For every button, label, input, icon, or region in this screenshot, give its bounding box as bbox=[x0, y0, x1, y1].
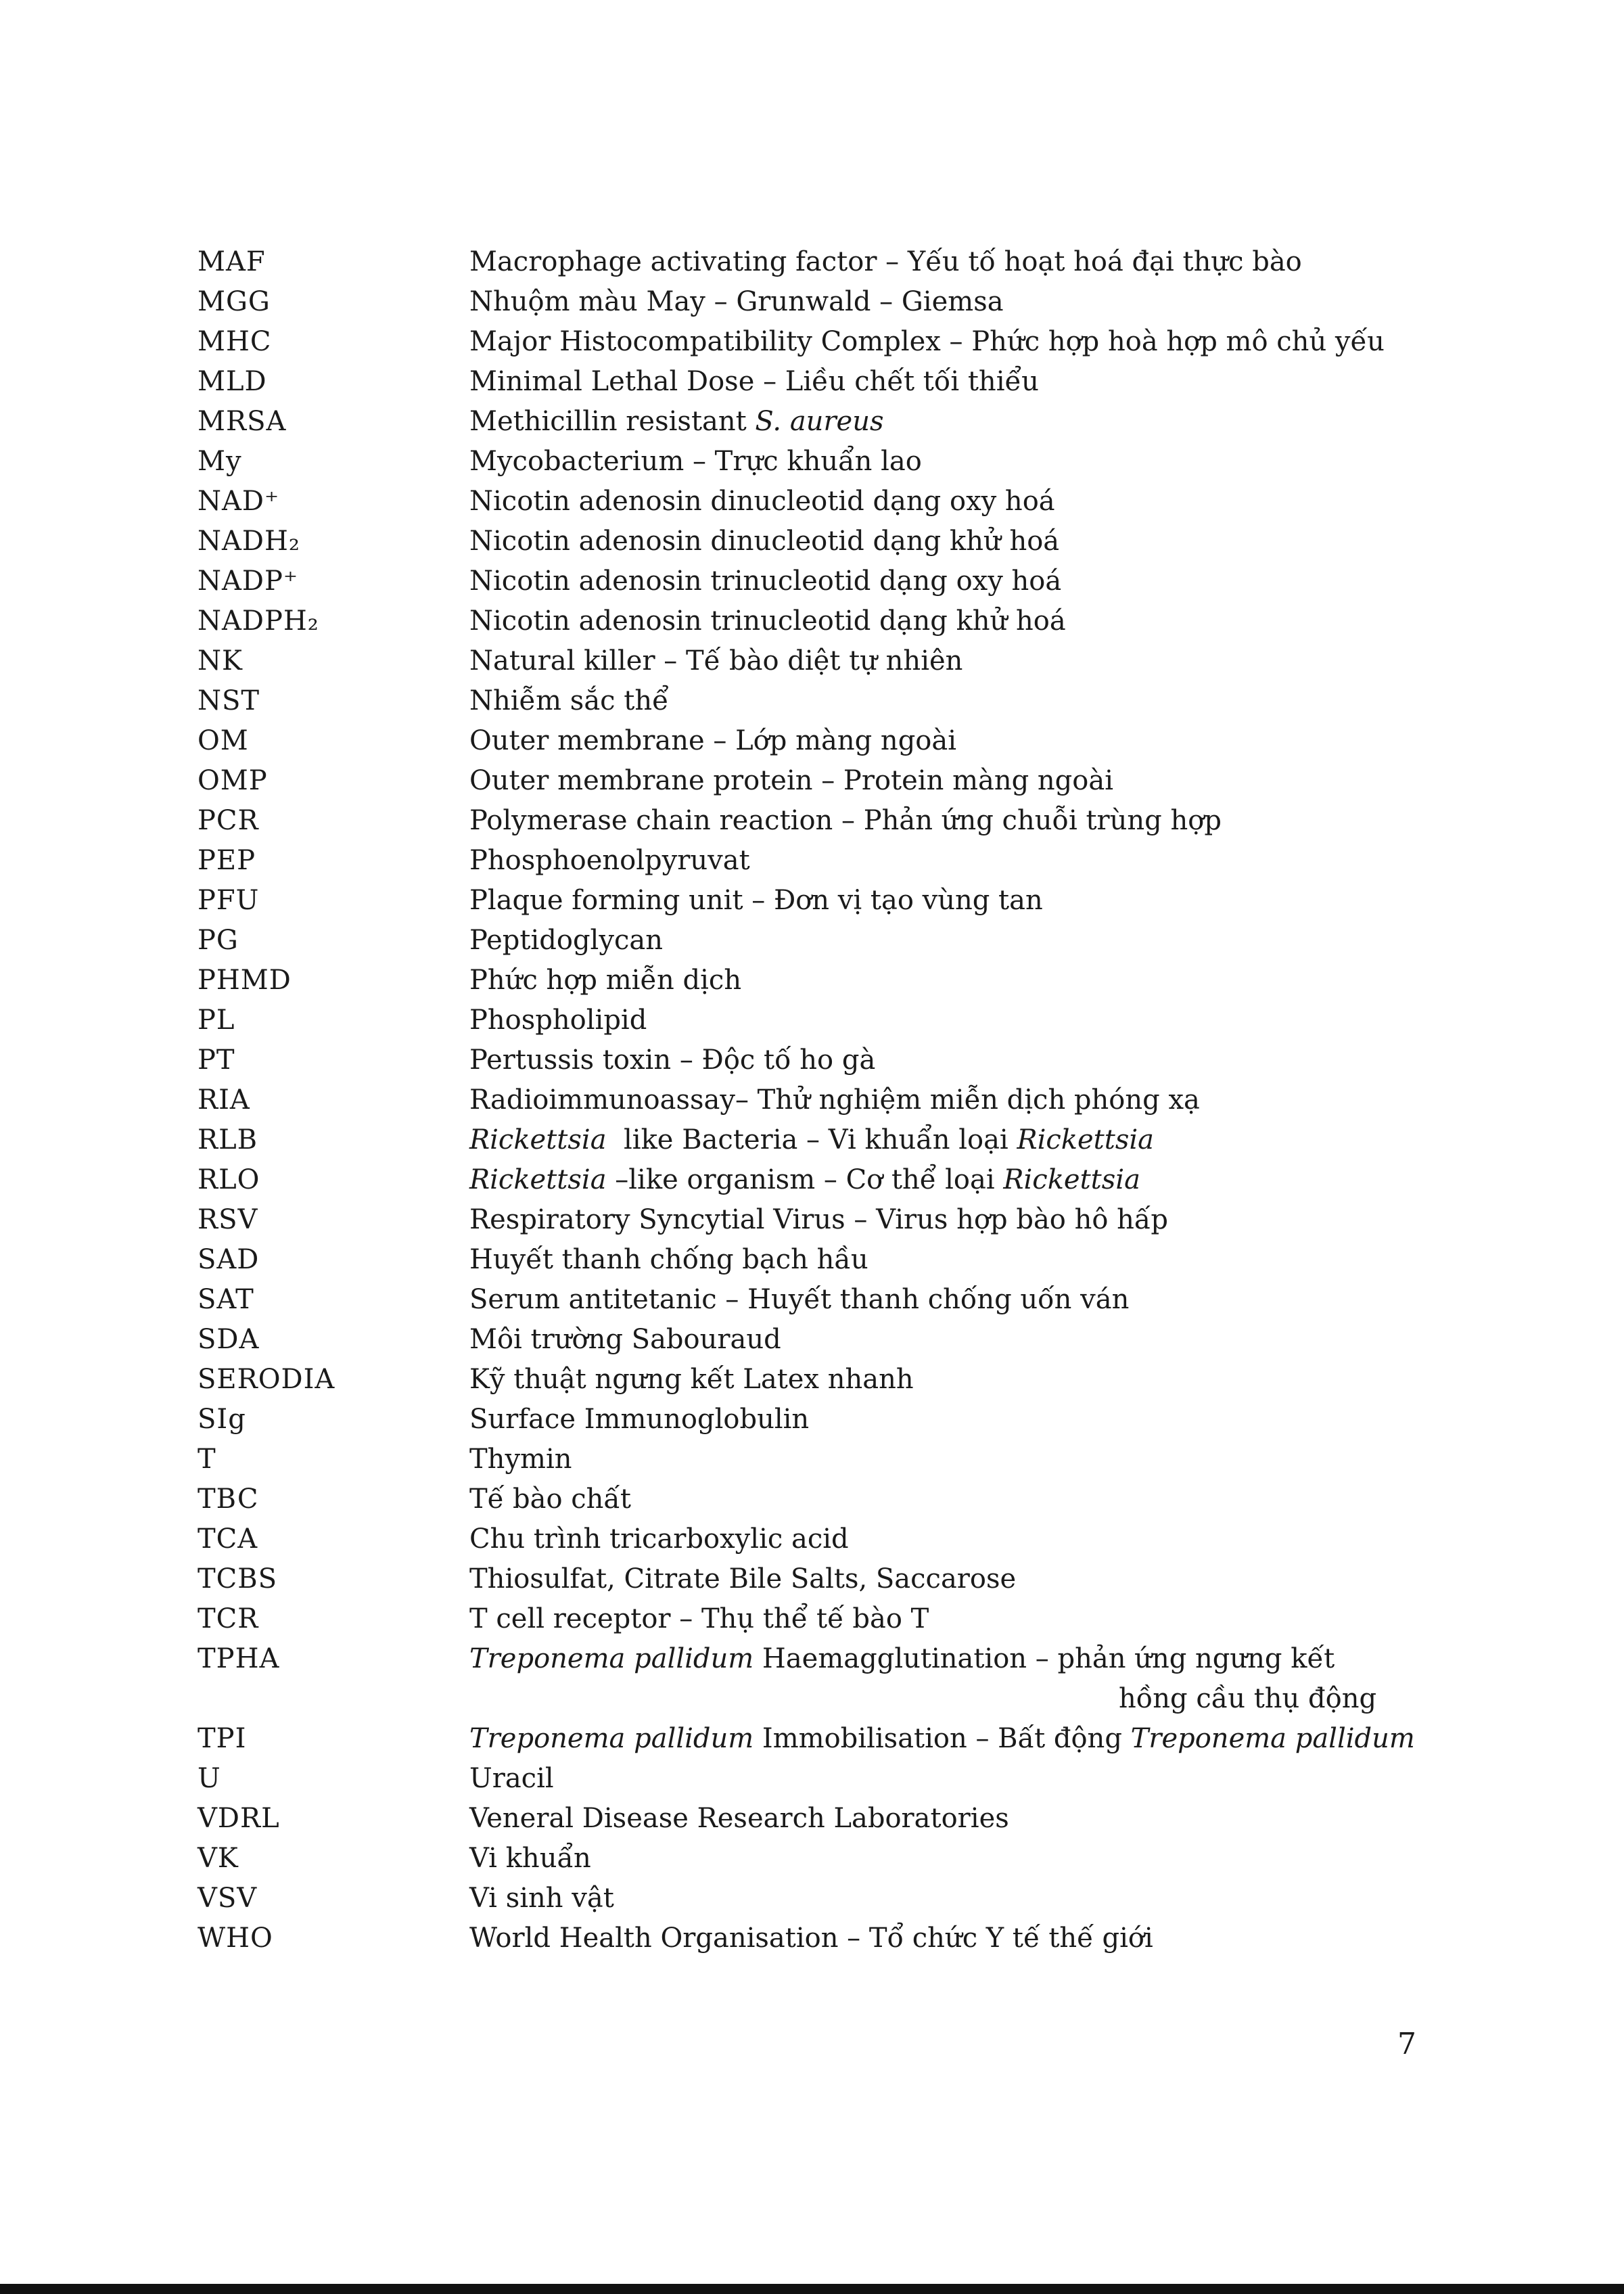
list-item bbox=[198, 561, 1456, 601]
definition-italic: Treponema pallidum bbox=[469, 1723, 754, 1754]
abbreviation: My bbox=[198, 446, 242, 477]
abbreviation: MRSA bbox=[198, 406, 287, 437]
abbreviation: PCR bbox=[198, 805, 259, 836]
abbreviation: OMP bbox=[198, 765, 268, 796]
definition: Radioimmunoassay– Thử nghiệm miễn dịch phóng xạ bbox=[469, 1084, 1200, 1116]
abbreviation: SERODIA bbox=[198, 1364, 335, 1395]
abbreviation: OM bbox=[198, 725, 249, 756]
list-item bbox=[198, 881, 1456, 921]
definition: Tế bào chất bbox=[469, 1484, 632, 1515]
list-item bbox=[198, 522, 1456, 561]
definition: Nicotin adenosin trinucleotid dạng oxy hoá bbox=[469, 566, 1062, 597]
list-item bbox=[198, 1360, 1456, 1400]
list-item bbox=[198, 242, 1456, 282]
abbreviation: U bbox=[198, 1763, 221, 1794]
list-item bbox=[198, 1759, 1456, 1799]
definition: Plaque forming unit – Đơn vị tạo vùng tan bbox=[469, 885, 1043, 916]
definition: Phức hợp miễn dịch bbox=[469, 965, 742, 996]
list-item bbox=[198, 1320, 1456, 1360]
list-item bbox=[198, 1240, 1456, 1280]
abbreviation: MHC bbox=[198, 326, 272, 357]
definition bbox=[469, 1639, 1456, 1719]
list-item bbox=[198, 1120, 1456, 1160]
definition: Huyết thanh chống bạch hầu bbox=[469, 1244, 868, 1275]
definition: Surface Immunoglobulin bbox=[469, 1404, 810, 1435]
list-item bbox=[198, 1559, 1456, 1599]
list-item bbox=[198, 1599, 1456, 1639]
abbreviation: NST bbox=[198, 685, 260, 716]
abbreviation: RLB bbox=[198, 1124, 258, 1155]
list-item bbox=[198, 442, 1456, 482]
definition-text: Immobilisation – Bất động bbox=[753, 1723, 1131, 1754]
abbreviation: PT bbox=[198, 1045, 235, 1076]
definition: Nhiễm sắc thể bbox=[469, 685, 669, 716]
definition-text: like Bacteria – Vi khuẩn loại bbox=[606, 1124, 1017, 1155]
definition: Veneral Disease Research Laboratories bbox=[469, 1803, 1009, 1834]
abbreviation: PEP bbox=[198, 845, 256, 876]
definition-italic: Treponema pallidum bbox=[469, 1643, 754, 1674]
list-item bbox=[198, 1040, 1456, 1080]
definition: Respiratory Syncytial Virus – Virus hợp bào hô hấp bbox=[469, 1204, 1169, 1235]
list-item bbox=[198, 1001, 1456, 1040]
definition: Major Histocompatibility Complex – Phức hợp hoà hợp mô chủ yếu bbox=[469, 326, 1385, 357]
abbreviation: PG bbox=[198, 925, 239, 956]
abbreviation: PL bbox=[198, 1005, 235, 1036]
bottom-border bbox=[0, 2284, 1624, 2294]
list-item bbox=[198, 322, 1456, 362]
page-number: 7 bbox=[1397, 2027, 1416, 2061]
abbreviation: TPI bbox=[198, 1723, 247, 1754]
list-item bbox=[198, 841, 1456, 881]
definition-text: Methicillin resistant bbox=[469, 406, 756, 437]
definition: Minimal Lethal Dose – Liều chết tối thiểu bbox=[469, 366, 1039, 397]
definition: Nicotin adenosin dinucleotid dạng khử hoá bbox=[469, 526, 1060, 557]
definition: Nicotin adenosin dinucleotid dạng oxy hoá bbox=[469, 486, 1055, 517]
definition-italic: Rickettsia bbox=[1003, 1164, 1140, 1195]
definition: Phospholipid bbox=[469, 1005, 647, 1036]
definition: Phosphoenolpyruvat bbox=[469, 845, 750, 876]
abbreviation: PHMD bbox=[198, 965, 292, 996]
abbreviation: TPHA bbox=[198, 1643, 280, 1674]
definition: Uracil bbox=[469, 1763, 554, 1794]
list-item bbox=[198, 1400, 1456, 1440]
definition: Pertussis toxin – Độc tố ho gà bbox=[469, 1045, 876, 1076]
list-item bbox=[198, 1919, 1456, 1958]
list-item bbox=[198, 1200, 1456, 1240]
list-item bbox=[198, 1799, 1456, 1839]
definition-italic: S. aureus bbox=[755, 406, 884, 437]
abbreviation: SAD bbox=[198, 1244, 260, 1275]
list-item bbox=[198, 721, 1456, 761]
definition bbox=[469, 1160, 1456, 1200]
abbreviation: MGG bbox=[198, 286, 271, 317]
abbreviation: RLO bbox=[198, 1164, 260, 1195]
definition: Thymin bbox=[469, 1444, 572, 1475]
abbreviation: T bbox=[198, 1444, 216, 1475]
definition: Vi sinh vật bbox=[469, 1883, 614, 1914]
definition bbox=[469, 1120, 1456, 1160]
list-item bbox=[198, 402, 1456, 442]
definition-text: –like organism – Cơ thể loại bbox=[606, 1164, 1004, 1195]
definition: Nhuộm màu May – Grunwald – Giemsa bbox=[469, 286, 1004, 317]
abbreviation: NADPH₂ bbox=[198, 605, 319, 637]
list-item bbox=[198, 1879, 1456, 1919]
definition: Natural killer – Tế bào diệt tự nhiên bbox=[469, 645, 963, 676]
definition: Nicotin adenosin trinucleotid dạng khử hoá bbox=[469, 605, 1066, 637]
list-item bbox=[198, 482, 1456, 522]
definition: Polymerase chain reaction – Phản ứng chuỗi trùng hợp bbox=[469, 805, 1222, 836]
abbreviation: TCBS bbox=[198, 1563, 278, 1595]
abbreviation: MAF bbox=[198, 246, 266, 277]
abbreviation: RIA bbox=[198, 1084, 250, 1116]
list-item bbox=[198, 1160, 1456, 1200]
definition: Outer membrane – Lớp màng ngoài bbox=[469, 725, 957, 756]
list-item bbox=[198, 1639, 1456, 1719]
definition-italic: Rickettsia bbox=[469, 1124, 607, 1155]
list-item bbox=[198, 1479, 1456, 1519]
abbreviation: VDRL bbox=[198, 1803, 280, 1834]
abbreviation: SIg bbox=[198, 1404, 246, 1435]
definition: Chu trình tricarboxylic acid bbox=[469, 1523, 849, 1555]
definition: Serum antitetanic – Huyết thanh chống uốn ván bbox=[469, 1284, 1130, 1315]
list-item bbox=[198, 961, 1456, 1001]
definition: Peptidoglycan bbox=[469, 925, 663, 956]
definition: T cell receptor – Thụ thể tế bào T bbox=[469, 1603, 929, 1634]
definition-italic: Rickettsia bbox=[1017, 1124, 1154, 1155]
list-item bbox=[198, 761, 1456, 801]
list-item bbox=[198, 1080, 1456, 1120]
list-item bbox=[198, 1839, 1456, 1879]
list-item bbox=[198, 362, 1456, 402]
definition-italic: Treponema pallidum bbox=[1130, 1723, 1415, 1754]
abbreviation: TCR bbox=[198, 1603, 259, 1634]
definition: Mycobacterium – Trực khuẩn lao bbox=[469, 446, 922, 477]
abbreviation-list bbox=[198, 242, 1456, 1958]
abbreviation: MLD bbox=[198, 366, 267, 397]
definition: Thiosulfat, Citrate Bile Salts, Saccarose bbox=[469, 1563, 1017, 1595]
definition-italic: Rickettsia bbox=[469, 1164, 607, 1195]
definition: Vi khuẩn bbox=[469, 1843, 591, 1874]
list-item bbox=[198, 921, 1456, 961]
list-item bbox=[198, 1719, 1456, 1759]
abbreviation: WHO bbox=[198, 1923, 273, 1954]
definition: Môi trường Sabouraud bbox=[469, 1324, 781, 1355]
abbreviation: SAT bbox=[198, 1284, 254, 1315]
definition bbox=[469, 402, 1456, 442]
list-item bbox=[198, 801, 1456, 841]
list-item bbox=[198, 681, 1456, 721]
abbreviation: VK bbox=[198, 1843, 239, 1874]
definition: Outer membrane protein – Protein màng ngoài bbox=[469, 765, 1114, 796]
list-item bbox=[198, 1440, 1456, 1479]
definition bbox=[469, 1719, 1456, 1759]
definition: Macrophage activating factor – Yếu tố hoạt hoá đại thực bào bbox=[469, 246, 1302, 277]
abbreviation: VSV bbox=[198, 1883, 258, 1914]
definition: Kỹ thuật ngưng kết Latex nhanh bbox=[469, 1364, 914, 1395]
abbreviation: TCA bbox=[198, 1523, 258, 1555]
definition: World Health Organisation – Tổ chức Y tế thế giới bbox=[469, 1923, 1153, 1954]
abbreviation: RSV bbox=[198, 1204, 258, 1235]
list-item bbox=[198, 641, 1456, 681]
list-item bbox=[198, 601, 1456, 641]
definition-continuation: hồng cầu thụ động bbox=[1119, 1683, 1377, 1714]
abbreviation: SDA bbox=[198, 1324, 260, 1355]
list-item bbox=[198, 282, 1456, 322]
list-item bbox=[198, 1280, 1456, 1320]
abbreviation: TBC bbox=[198, 1484, 259, 1515]
list-item bbox=[198, 1519, 1456, 1559]
abbreviation: PFU bbox=[198, 885, 260, 916]
abbreviation: NADH₂ bbox=[198, 526, 300, 557]
abbreviation: NADP⁺ bbox=[198, 566, 298, 597]
abbreviation: NAD⁺ bbox=[198, 486, 280, 517]
definition-text: Haemagglutination – phản ứng ngưng kết bbox=[753, 1643, 1335, 1674]
abbreviation: NK bbox=[198, 645, 243, 676]
